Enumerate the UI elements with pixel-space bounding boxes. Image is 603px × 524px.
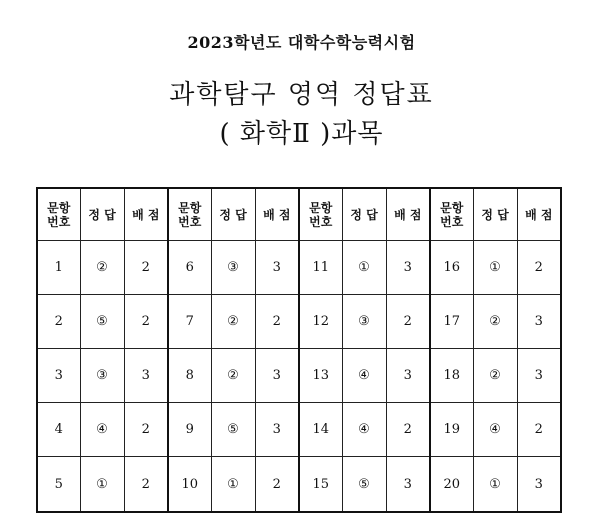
answer-cell: ① xyxy=(473,241,517,295)
question-number: 15 xyxy=(299,457,342,513)
points-cell: 3 xyxy=(386,457,430,513)
points-cell: 3 xyxy=(517,349,561,403)
points-cell: 2 xyxy=(255,295,299,349)
points-cell: 2 xyxy=(517,241,561,295)
question-number: 6 xyxy=(168,241,211,295)
column-header-number: 문항 번호 xyxy=(37,188,80,241)
column-header-answer: 정 답 xyxy=(473,188,517,241)
points-cell: 2 xyxy=(255,457,299,513)
answer-cell: ② xyxy=(211,349,255,403)
answer-cell: ④ xyxy=(342,349,386,403)
points-cell: 2 xyxy=(124,295,168,349)
column-header-number: 문항 번호 xyxy=(168,188,211,241)
question-number: 16 xyxy=(430,241,473,295)
question-number: 20 xyxy=(430,457,473,513)
column-header-answer: 정 답 xyxy=(211,188,255,241)
points-cell: 3 xyxy=(517,457,561,513)
answer-cell: ① xyxy=(342,241,386,295)
question-number: 12 xyxy=(299,295,342,349)
column-header-number: 문항 번호 xyxy=(430,188,473,241)
points-cell: 2 xyxy=(124,403,168,457)
question-number: 19 xyxy=(430,403,473,457)
column-header-number: 문항 번호 xyxy=(299,188,342,241)
table-row xyxy=(37,349,561,403)
answer-cell: ④ xyxy=(342,403,386,457)
question-number: 10 xyxy=(168,457,211,513)
points-cell: 3 xyxy=(386,241,430,295)
table-row xyxy=(37,457,561,513)
points-cell: 2 xyxy=(386,403,430,457)
column-header-answer: 정 답 xyxy=(342,188,386,241)
points-cell: 2 xyxy=(517,403,561,457)
points-cell: 3 xyxy=(386,349,430,403)
table-row xyxy=(37,241,561,295)
answer-table-body xyxy=(37,241,561,513)
table-row xyxy=(37,295,561,349)
table-row xyxy=(37,403,561,457)
answer-cell: ③ xyxy=(342,295,386,349)
question-number: 4 xyxy=(37,403,80,457)
answer-cell: ⑤ xyxy=(342,457,386,513)
column-header-points: 배 점 xyxy=(124,188,168,241)
answer-cell: ④ xyxy=(473,403,517,457)
answer-cell: ② xyxy=(473,349,517,403)
points-cell: 2 xyxy=(386,295,430,349)
points-cell: 3 xyxy=(124,349,168,403)
subject-title: ( 화학Ⅱ )과목 xyxy=(219,119,384,149)
answer-cell: ② xyxy=(211,295,255,349)
question-number: 5 xyxy=(37,457,80,513)
question-number: 14 xyxy=(299,403,342,457)
points-cell: 3 xyxy=(255,349,299,403)
points-cell: 3 xyxy=(255,403,299,457)
points-cell: 2 xyxy=(124,457,168,513)
question-number: 7 xyxy=(168,295,211,349)
answer-cell: ② xyxy=(80,241,124,295)
question-number: 8 xyxy=(168,349,211,403)
question-number: 18 xyxy=(430,349,473,403)
answer-cell: ③ xyxy=(211,241,255,295)
header-row xyxy=(37,188,561,241)
question-number: 9 xyxy=(168,403,211,457)
answer-cell: ① xyxy=(211,457,255,513)
question-number: 2 xyxy=(37,295,80,349)
page-title: 과학탐구 영역 정답표 xyxy=(169,80,434,110)
question-number: 17 xyxy=(430,295,473,349)
column-header-points: 배 점 xyxy=(386,188,430,241)
answer-cell: ② xyxy=(473,295,517,349)
answer-cell: ⑤ xyxy=(80,295,124,349)
answer-cell: ④ xyxy=(80,403,124,457)
answer-cell: ③ xyxy=(80,349,124,403)
points-cell: 3 xyxy=(255,241,299,295)
answer-table xyxy=(36,187,562,513)
answer-cell: ① xyxy=(473,457,517,513)
points-cell: 3 xyxy=(517,295,561,349)
column-header-answer: 정 답 xyxy=(80,188,124,241)
question-number: 11 xyxy=(299,241,342,295)
column-header-points: 배 점 xyxy=(517,188,561,241)
question-number: 13 xyxy=(299,349,342,403)
answer-cell: ⑤ xyxy=(211,403,255,457)
question-number: 1 xyxy=(37,241,80,295)
exam-year: 2023학년도 대학수학능력시험 xyxy=(187,33,416,52)
question-number: 3 xyxy=(37,349,80,403)
column-header-points: 배 점 xyxy=(255,188,299,241)
points-cell: 2 xyxy=(124,241,168,295)
answer-cell: ① xyxy=(80,457,124,513)
